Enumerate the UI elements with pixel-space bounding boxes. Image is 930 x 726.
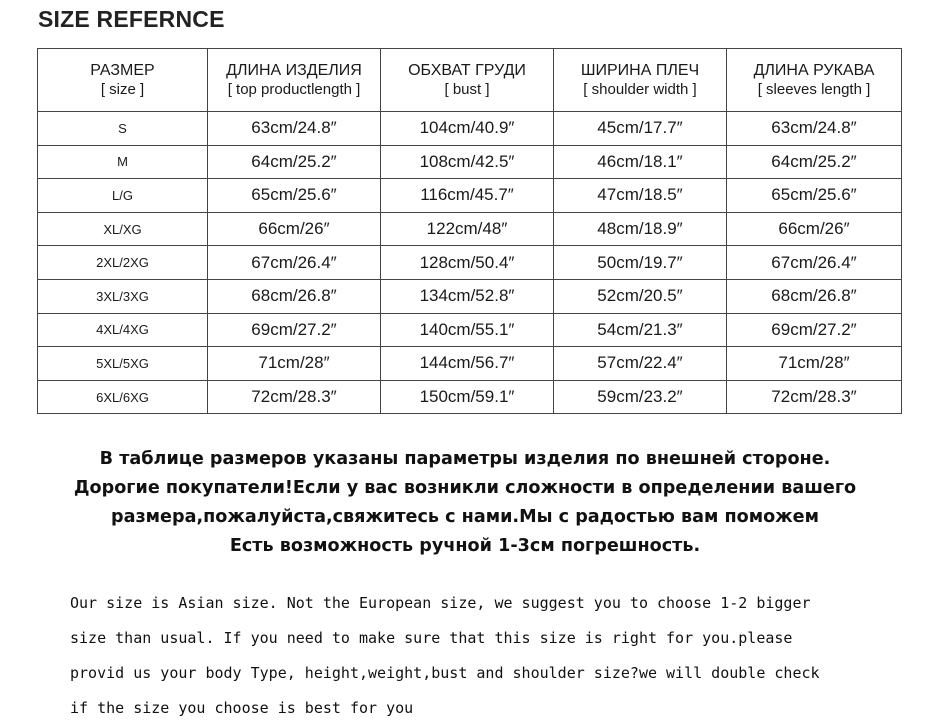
english-note-line: provid us your body Type, height,weight,bust and shoulder size?we will double check [70, 664, 820, 682]
sleeve-cell: 65cm/25.6″ [727, 179, 902, 213]
size-cell: L/G [38, 179, 208, 213]
table-row [38, 179, 902, 213]
english-note-line: size than usual. If you need to make sure that this size is right for you.please [70, 629, 793, 647]
bust-cell: 150cm/59.1″ [381, 380, 554, 414]
page-title: SIZE REFERNCE [38, 6, 225, 32]
size-cell: S [38, 112, 208, 146]
shoulder-cell: 46cm/18.1″ [554, 145, 727, 179]
shoulder-cell: 52cm/20.5″ [554, 279, 727, 313]
size-cell: 2XL/2XG [38, 246, 208, 280]
russian-note-line: В таблице размеров указаны параметры изделия по внешней стороне. [99, 449, 831, 469]
size-cell: 4XL/4XG [38, 313, 208, 347]
header-size-en: [ size ] [100, 81, 145, 98]
size-cell: XL/XG [38, 212, 208, 246]
shoulder-cell: 54cm/21.3″ [554, 313, 727, 347]
table-row [38, 212, 902, 246]
table-row [38, 347, 902, 381]
length-cell: 72cm/28.3″ [208, 380, 381, 414]
sleeve-cell: 66cm/26″ [727, 212, 902, 246]
length-cell: 65cm/25.6″ [208, 179, 381, 213]
length-cell: 66cm/26″ [208, 212, 381, 246]
sleeve-cell: 64cm/25.2″ [727, 145, 902, 179]
bust-cell: 144cm/56.7″ [381, 347, 554, 381]
bust-cell: 128cm/50.4″ [381, 246, 554, 280]
bust-cell: 122cm/48″ [381, 212, 554, 246]
header-length [208, 49, 381, 112]
shoulder-cell: 57cm/22.4″ [554, 347, 727, 381]
sleeve-cell: 68cm/26.8″ [727, 279, 902, 313]
bust-cell: 134cm/52.8″ [381, 279, 554, 313]
english-note-line: if the size you choose is best for you [70, 699, 414, 717]
russian-note-line: Есть возможность ручной 1-3см погрешность. [229, 536, 701, 556]
russian-note-line: Дорогие покупатели!Если у вас возникли сложности в определении вашего [73, 478, 857, 498]
sleeve-cell: 69cm/27.2″ [727, 313, 902, 347]
shoulder-cell: 47cm/18.5″ [554, 179, 727, 213]
header-sleeve-en: [ sleeves length ] [757, 81, 871, 98]
table-row [38, 380, 902, 414]
header-bust [381, 49, 554, 112]
header-size-ru: РАЗМЕР [90, 62, 155, 79]
shoulder-cell: 50cm/19.7″ [554, 246, 727, 280]
table-row [38, 112, 902, 146]
sleeve-cell: 72cm/28.3″ [727, 380, 902, 414]
size-table [37, 48, 902, 414]
sleeve-cell: 71cm/28″ [727, 347, 902, 381]
table-row [38, 145, 902, 179]
length-cell: 71cm/28″ [208, 347, 381, 381]
header-shoulder [554, 49, 727, 112]
length-cell: 63cm/24.8″ [208, 112, 381, 146]
header-size [38, 49, 208, 112]
table-header-row [38, 49, 902, 112]
table-row [38, 279, 902, 313]
bust-cell: 116cm/45.7″ [381, 179, 554, 213]
size-cell: 6XL/6XG [38, 380, 208, 414]
length-cell: 67cm/26.4″ [208, 246, 381, 280]
header-sleeve-ru: ДЛИНА РУКАВА [753, 62, 875, 79]
header-length-en: [ top productlength ] [227, 81, 361, 98]
table-row [38, 313, 902, 347]
header-sleeve [727, 49, 902, 112]
shoulder-cell: 59cm/23.2″ [554, 380, 727, 414]
header-bust-en: [ bust ] [444, 81, 490, 98]
sleeve-cell: 63cm/24.8″ [727, 112, 902, 146]
table-row [38, 246, 902, 280]
bust-cell: 104cm/40.9″ [381, 112, 554, 146]
header-shoulder-ru: ШИРИНА ПЛЕЧ [580, 62, 700, 79]
size-cell: 5XL/5XG [38, 347, 208, 381]
shoulder-cell: 48cm/18.9″ [554, 212, 727, 246]
russian-note [0, 445, 930, 561]
length-cell: 64cm/25.2″ [208, 145, 381, 179]
header-shoulder-en: [ shoulder width ] [583, 81, 697, 98]
bust-cell: 140cm/55.1″ [381, 313, 554, 347]
header-length-ru: ДЛИНА ИЗДЕЛИЯ [226, 62, 362, 79]
length-cell: 69cm/27.2″ [208, 313, 381, 347]
russian-note-line: размера,пожалуйста,свяжитесь с нами.Мы с радостью вам поможем [110, 507, 819, 527]
length-cell: 68cm/26.8″ [208, 279, 381, 313]
english-note [70, 586, 910, 726]
size-cell: M [38, 145, 208, 179]
english-note-line: Our size is Asian size. Not the European size, we suggest you to choose 1-2 bigger [70, 594, 811, 612]
shoulder-cell: 45cm/17.7″ [554, 112, 727, 146]
header-bust-ru: ОБХВАТ ГРУДИ [408, 62, 526, 79]
bust-cell: 108cm/42.5″ [381, 145, 554, 179]
size-cell: 3XL/3XG [38, 279, 208, 313]
sleeve-cell: 67cm/26.4″ [727, 246, 902, 280]
